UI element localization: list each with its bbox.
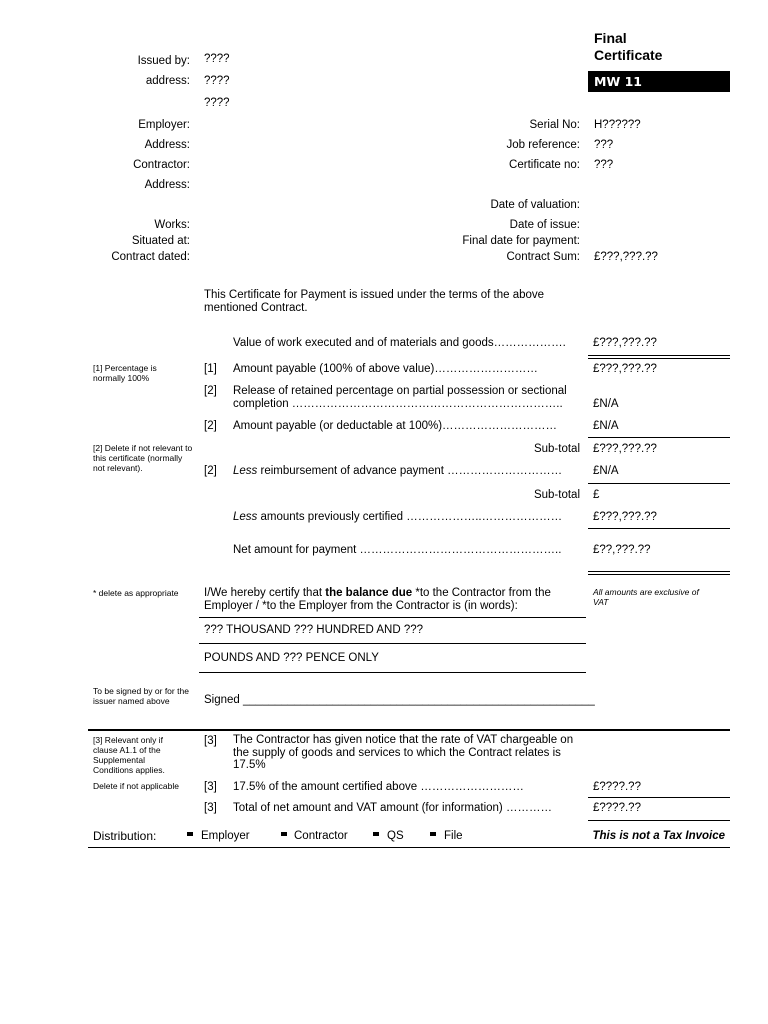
less-reimbursement-label [233, 464, 562, 478]
value-of-work-amount: £???,???.?? [593, 337, 657, 349]
issuer-address-value-2: ???? [204, 97, 230, 109]
total-amount-value: £????.?? [593, 802, 641, 814]
signature-line[interactable]: Signed _______________________________________________________ [204, 694, 595, 706]
issuer-address-value-1: ???? [204, 75, 230, 87]
net-amount-label: Net amount for payment …………………………………………….. [233, 544, 562, 556]
ref-3c: [3] [204, 802, 217, 814]
certify-text-a: I/We hereby certify that [204, 587, 326, 599]
release-line-1: Release of retained percentage on partial possession or sectional [233, 385, 567, 397]
ref-1: [1] [204, 363, 217, 375]
ref-2b: [2] [204, 420, 217, 432]
less-reimbursement-text: reimbursement of advance payment ………………………… [257, 465, 563, 477]
certify-text [204, 587, 579, 613]
note-delete-if-not-applicable: Delete if not applicable [93, 781, 180, 791]
release-value: £N/A [593, 398, 619, 410]
ref-2c: [2] [204, 465, 217, 477]
note-delete-as-appropriate: * delete as appropriate [93, 588, 179, 598]
intro-text: This Certificate for Payment is issued under the terms of the above mentioned Contract. [204, 289, 545, 314]
note-relevant-only: [3] Relevant only if clause A1.1 of the Supplemental Conditions applies. [93, 735, 165, 775]
divider [588, 820, 730, 821]
value-of-work-label: Value of work executed and of materials and goods………………. [233, 337, 566, 349]
contract-dated-label: Contract dated: [111, 251, 190, 263]
release-line-2: completion …………………………………………………………….. [233, 398, 563, 410]
subtotal-2-value: £ [593, 489, 600, 501]
distribution-file: File [444, 830, 463, 842]
distribution-label: Distribution: [93, 829, 157, 843]
form-code: MW 11 [594, 74, 642, 89]
vat-amount-value: £????.?? [593, 781, 641, 793]
ref-3a: [3] [204, 735, 217, 747]
final-date-label: Final date for payment: [462, 235, 580, 247]
contractor-address-label: Address: [144, 179, 190, 191]
tax-invoice-note: This is not a Tax Invoice [592, 830, 725, 842]
amount-deductable-label: Amount payable (or deductable at 100%)………………………… [233, 420, 558, 432]
distribution-checkbox-contractor[interactable] [281, 832, 287, 836]
distribution-checkbox-qs[interactable] [373, 832, 379, 836]
less-italic: Less [233, 465, 258, 477]
ref-2a: [2] [204, 385, 217, 397]
subtotal-1-value: £???,???.?? [593, 443, 657, 455]
less-previously-certified-label [233, 510, 562, 524]
date-of-issue-label: Date of issue: [509, 219, 580, 231]
net-amount-value: £??,???.?? [593, 544, 651, 556]
divider [199, 672, 586, 673]
serial-label: Serial No: [529, 119, 580, 131]
title-line1: Final [594, 30, 627, 46]
contract-sum-label: Contract Sum: [506, 251, 580, 263]
issued-by-label: Issued by: [137, 55, 190, 67]
divider [199, 643, 586, 644]
serial-value: H?????? [594, 119, 641, 131]
distribution-contractor: Contractor [294, 830, 348, 842]
situated-label: Situated at: [131, 235, 190, 247]
amount-words-line-2: POUNDS AND ??? PENCE ONLY [204, 652, 379, 664]
less-previously-certified-value: £???,???.?? [593, 511, 657, 523]
divider [588, 437, 730, 438]
divider [588, 571, 730, 575]
contract-sum-value: £???,???.?? [594, 251, 658, 263]
less-reimbursement-value: £N/A [593, 465, 619, 477]
amount-deductable-value: £N/A [593, 420, 619, 432]
title-line2: Certificate [594, 47, 663, 63]
certify-text-b: *to the Contractor from the Employer / *to the Employer from the Contractor is (in words): [204, 587, 551, 612]
employer-address-label: Address: [144, 139, 190, 151]
total-amount-label: Total of net amount and VAT amount (for information) ………… [233, 802, 552, 814]
note-percentage: [1] Percentage is normally 100% [93, 363, 157, 383]
divider [588, 797, 730, 798]
issuer-address-label: address: [145, 75, 190, 87]
vat-notice: The Contractor has given notice that the rate of VAT chargeable on the supply of goods and services to which the Contract relates is 17.5% [233, 734, 574, 771]
divider [588, 528, 730, 529]
divider [588, 483, 730, 484]
divider [588, 355, 730, 359]
subtotal-2-label: Sub-total [533, 489, 580, 501]
form-code-box [588, 71, 730, 92]
employer-label: Employer: [138, 119, 190, 131]
amount-words-line-1: ??? THOUSAND ??? HUNDRED AND ??? [204, 624, 424, 636]
less-previously-text: amounts previously certified ………………..………………… [257, 511, 563, 523]
distribution-qs: QS [387, 830, 404, 842]
divider [88, 847, 730, 848]
note-delete-if-not-relevant: [2] Delete if not relevant to this certificate (normally not relevant). [93, 443, 193, 473]
works-label: Works: [154, 219, 190, 231]
ref-3b: [3] [204, 781, 217, 793]
date-of-valuation-label: Date of valuation: [490, 199, 580, 211]
balance-due: the balance due [325, 587, 413, 599]
subtotal-1-label: Sub-total [533, 443, 580, 455]
divider [199, 617, 586, 618]
amount-payable-value: £???,???.?? [593, 363, 657, 375]
vat-amount-label: 17.5% of the amount certified above ……………………… [233, 781, 524, 793]
vat-exclusive-note: All amounts are exclusive of VAT [593, 587, 699, 607]
divider [88, 729, 730, 731]
issued-by-value: ???? [204, 53, 230, 65]
contractor-label: Contractor: [133, 159, 190, 171]
certificate-no-label: Certificate no: [509, 159, 580, 171]
job-reference-label: Job reference: [506, 139, 580, 151]
distribution-checkbox-file[interactable] [430, 832, 436, 836]
job-reference-value: ??? [594, 139, 614, 151]
certificate-no-value: ??? [594, 159, 614, 171]
amount-payable-label: Amount payable (100% of above value)……………………… [233, 363, 538, 375]
distribution-checkbox-employer[interactable] [187, 832, 193, 836]
distribution-employer: Employer [201, 830, 250, 842]
less-italic: Less [233, 511, 258, 523]
note-to-be-signed: To be signed by or for the issuer named above [93, 686, 189, 706]
